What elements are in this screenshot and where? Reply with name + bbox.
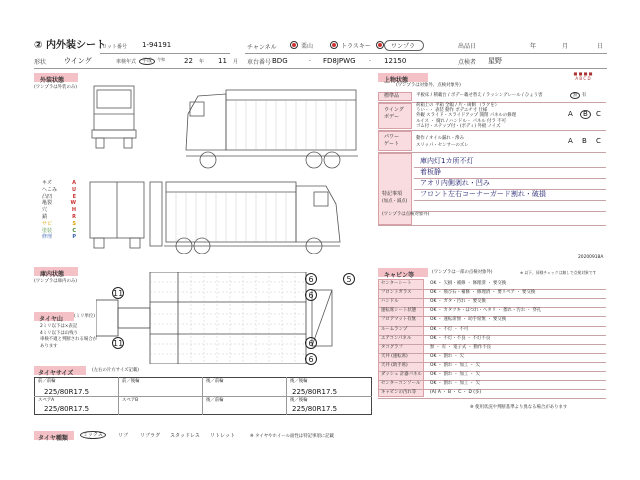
channel-radio-2[interactable] — [330, 41, 338, 49]
legend-row: 塗装 C — [42, 227, 76, 234]
wing-grade-a: A — [568, 110, 573, 118]
channel-radio-3[interactable] — [376, 41, 384, 49]
tire-kind-option: リブ — [118, 433, 129, 439]
cabin-row-options: OK ・ 不灯 ・ 不可 — [430, 326, 469, 332]
note-line: フロント左右コーナーガード割れ・破損 — [420, 190, 546, 198]
tire-kind-note: ※ タイヤやホイール面性は特記事項に記載 — [250, 434, 334, 439]
tire-kind-option: スタッドレス — [170, 433, 200, 439]
model-year-label: 車検年式 — [116, 59, 137, 65]
channel-option-2: トラスキー — [341, 43, 371, 50]
notes-sub: (加点・減点) — [382, 199, 408, 204]
tire-kind-selected: ミックス — [80, 433, 106, 438]
interior-note: (ワンプラは庫内のみ) — [34, 279, 77, 284]
notes-label: 特記事項 — [382, 191, 403, 197]
cabin-row-options: OK ・ 割れ ・ 加工 ・ 欠 — [430, 362, 480, 368]
tire-tread-rules: 2ミリ以下は×表記 4ミリ以下は山残り 車検不適と判断される場合が あります — [40, 324, 98, 349]
exterior-title: 外装状態 — [40, 77, 65, 84]
wing-grade-b-selected: B — [580, 110, 591, 119]
form-value: ウイング — [64, 57, 92, 65]
tire-mark-front-left: 11 — [113, 289, 124, 298]
cabin-row-name: フロアマット有無 — [381, 317, 416, 323]
inspector-name: 星野 — [488, 57, 502, 65]
cabin-row-options: OK ・ 割れ ・ 加工 ・ 欠 — [430, 381, 480, 387]
channel-option-3: ワンプラ — [391, 43, 416, 50]
wing-label: ウイング ボデー — [384, 107, 404, 120]
pg-grade-c: C — [596, 137, 601, 145]
tire-mark-rear-3: 6 — [305, 337, 317, 349]
lot-label: ロット番号 — [102, 44, 127, 50]
pg-grade-b: B — [582, 137, 587, 145]
tire-kind-title: タイヤ種類 — [38, 435, 68, 442]
legend-row: 穴 H — [42, 207, 76, 214]
tire-tread-note: (ミリ単位) — [74, 314, 95, 319]
note-line: アオリ内側剥れ・凹み — [420, 179, 490, 187]
tire-tread-title: タイヤ山 — [39, 316, 63, 323]
model-month: 11 — [218, 57, 227, 65]
cabin-title: キャビン等 — [384, 272, 415, 279]
cabin-corner-note: ※ 以下、同様チェックは無しで点検対象です — [520, 270, 597, 275]
wing-grade-c: C — [596, 110, 601, 118]
exterior-note: (ワンプラは外装のみ) — [34, 85, 77, 90]
damage-legend — [42, 180, 76, 241]
date-code: 20200918A — [578, 255, 604, 260]
inspector-label: 点検者 — [458, 59, 477, 66]
tire-mark-rear-4: 6 — [305, 353, 317, 365]
model-month-unit: 月 — [233, 59, 239, 65]
cabin-row-name: 運転席シート状態 — [381, 308, 417, 314]
tire-cell-label: 前／後輪 — [122, 379, 140, 384]
tire-cell-value: 225/80R17.5 — [44, 405, 90, 413]
cabin-row-name: ルームランプ — [381, 326, 408, 332]
tire-cell-value: 225/80R17.5 — [292, 405, 338, 413]
wing-items: 荷箱上の 平箱 全幅 / 片・両側 （ラクを） うい・・ 表装 動作 ポデエチ寸 仕様 外観 スライド・スライドアップ 開閉 パネルの修理 ルイス ・ 腐れ / ハンドル・ パネル 付ラ 不可 ゴム付・ステップ付・(ボディ) 外板 ノイズ — [416, 103, 517, 129]
cabin-row-options: (A) A ・ B ・ C ・ D (多) — [430, 390, 482, 396]
power-gate-label: パワー ゲート — [384, 134, 400, 147]
era-selected: 平成 — [139, 58, 155, 65]
cabin-row-options: OK ・ 運転席無 ・ 助手席無 ・ 要交換 — [430, 317, 507, 323]
tire-cell-value: 225/80R17.5 — [292, 388, 338, 396]
tire-cell-value: 225/80R17.5 — [44, 388, 90, 396]
cabin-row-name: 天井 (助手席) — [381, 362, 408, 368]
chassis-prefix: BDG — [272, 57, 288, 65]
tire-mark-front-right: 11 — [113, 339, 124, 348]
tire-cell-label: スペアB — [122, 398, 139, 403]
truck-diagram — [86, 74, 376, 254]
era-alt: 令和 — [157, 57, 165, 62]
lot-number: 1-94191 — [142, 41, 172, 49]
cabin-row-name: タコグラフ — [381, 344, 403, 350]
standard-items: 平板床 / 積載台 / ボデー載せ替え / ラッシングレール / ひょう害 — [416, 93, 543, 98]
pg-grade-a: A — [568, 137, 573, 145]
cabin-row-name: センターコンソール — [381, 381, 421, 387]
tire-kind-option: リトレット — [210, 433, 235, 439]
legend-row: へこみ U — [42, 186, 76, 193]
cabin-row-options: OK ・ 割れ ・ 欠 — [430, 353, 464, 359]
cabin-row-name: キャビンの汚れ等 — [381, 390, 417, 396]
tire-mark-rear-2: 6 — [305, 289, 317, 301]
chassis-number: 12150 — [384, 57, 407, 65]
cabin-row-options: OK ・ 割れ ・ 加工 ・ 欠 — [430, 372, 480, 377]
cabin-row-options: OK ・ ガタ・汚れ ・ 要交換 — [430, 299, 486, 305]
cabin-row-options: OK ・ カタツキ・ほつれ・ヘタリ ・ 擦れ・汚れ ・ 穿孔 — [430, 308, 542, 314]
cabin-row-name: ダッシュ 計器パネル — [381, 372, 422, 377]
tire-size-note: (左右の片方サイズ記載) — [92, 368, 139, 373]
cabin-row-options: 無 ・ 有 ・ 電子式 ・ 動作不良 — [430, 344, 492, 350]
date-month-unit: 月 — [562, 43, 569, 50]
tire-cell-label: スペアA — [38, 398, 55, 403]
cabin-footer-note: ※ 使用状況や判断基準より異なる場合があります — [470, 405, 568, 410]
cabin-row-name: エアコンパネル — [381, 335, 412, 341]
cabin-row-name: 天井 (運転席) — [381, 353, 408, 359]
standard-label: 標準品 — [384, 93, 400, 99]
note-line: 庫内灯1カ所不灯 — [420, 157, 474, 165]
channel-option-1: 栗山 — [301, 43, 314, 50]
tire-size-title: タイヤサイズ — [38, 370, 74, 377]
cabin-row-name: ハンドル — [381, 299, 399, 305]
standard-value: 無 有 — [570, 94, 586, 98]
cabin-row-options: OK ・ 不灯・不良 ・ 不灯不良 — [430, 335, 491, 341]
notes-sub2: (ワンプラは点検対象外) — [382, 212, 430, 217]
model-year-unit: 年 — [199, 59, 205, 65]
tire-mark-rear-1: 6 — [305, 273, 317, 285]
form-label: 形状 — [34, 59, 47, 66]
equipment-corner-flags: ■ ■ ■ ■ A B C D — [573, 71, 593, 81]
cabin-row-options: OK ・ 欠損・補修 ・ 修理済 ・ 要交換 — [430, 281, 507, 286]
tire-cell-label: 後／後輪 — [290, 398, 308, 403]
cabin-note: (ワンプラは一部の点検対象外) — [432, 270, 493, 275]
power-gate-items: 動作 / オイル漏れ・滲み スリッパ・センサーのズレ — [416, 136, 469, 148]
note-line: 着板静 — [420, 168, 441, 176]
date-year-unit: 年 — [530, 43, 537, 50]
date-label: 出品日 — [458, 43, 477, 50]
channel-radio-1[interactable] — [290, 41, 298, 49]
legend-row: 凸凹 E — [42, 193, 76, 200]
tire-cell-label: 後／前輪 — [206, 398, 224, 403]
legend-row: サビ S — [42, 220, 76, 227]
tire-kind-option: リブラグ — [140, 433, 161, 439]
channel-label: チャンネル — [247, 44, 277, 51]
legend-row: 修理 P — [42, 234, 76, 241]
cabin-row-options: OK ・ 飛び石・補修 ・ 修理済 ・ 要リペア ・ 要交換 — [430, 290, 536, 296]
equipment-title: 上物状態 — [384, 77, 409, 84]
interior-title: 庫内状態 — [40, 271, 65, 278]
floor-grid — [96, 272, 336, 364]
tire-cell-label: 前／前輪 — [38, 379, 56, 384]
date-day-unit: 日 — [597, 43, 604, 50]
tire-cell-label: 後／後輪 — [290, 379, 308, 384]
tire-cell-label: 後／前輪 — [206, 379, 224, 384]
chassis-model-code: FD8JPWG — [323, 57, 356, 65]
equipment-note: (ワンプラは対象外、点検対象外) — [396, 83, 461, 88]
page-title: ② 内外装シート — [34, 40, 106, 51]
cabin-row-name: センターシート — [381, 281, 412, 286]
chassis-label: 車台番号 — [247, 59, 272, 66]
legend-row: 亀裂 W — [42, 200, 76, 207]
legend-row: 錆 R — [42, 213, 76, 220]
tire-mark-spare: 5 — [343, 273, 355, 285]
legend-row: キズ A — [42, 180, 76, 186]
cabin-row-name: フロントガラス — [381, 290, 412, 296]
model-year: 22 — [184, 57, 193, 65]
